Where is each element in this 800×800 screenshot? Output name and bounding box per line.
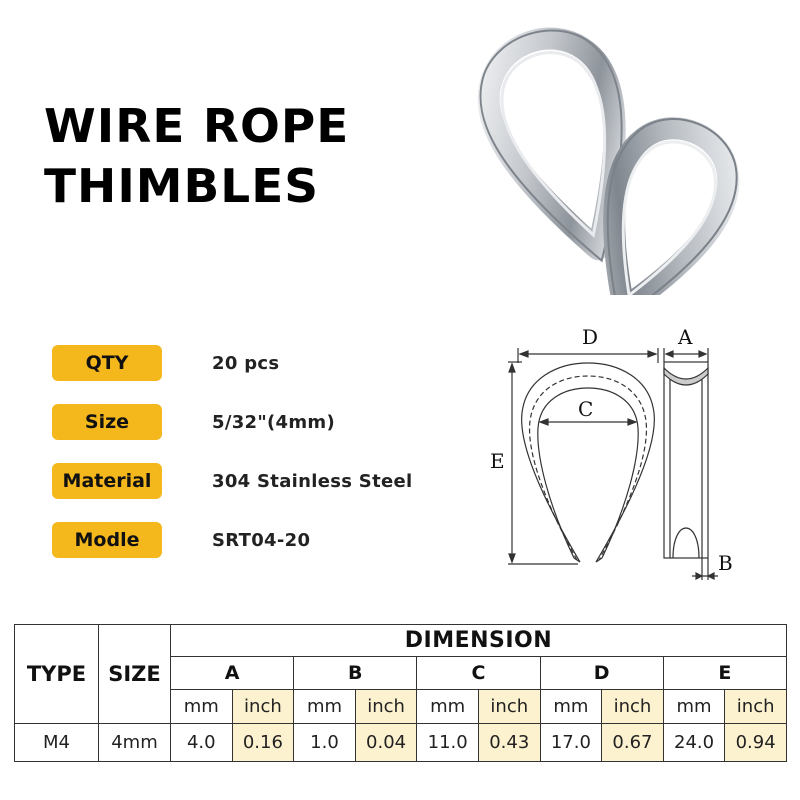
cell-d-mm: 17.0 [540,724,602,762]
unit-inch: inch [602,690,664,724]
dimension-diagram [478,318,748,588]
cell-c-inch: 0.43 [478,724,540,762]
unit-mm: mm [663,690,725,724]
type-header: TYPE [15,625,99,724]
cell-type: M4 [15,724,99,762]
size-header: SIZE [99,625,171,724]
group-header-d: D [540,657,663,690]
thimble-right [563,101,755,295]
unit-mm: mm [171,690,233,724]
cell-c-mm: 11.0 [417,724,479,762]
unit-inch: inch [478,690,540,724]
dim-label-b: B [718,551,733,575]
dimension-table [14,624,787,762]
cell-e-mm: 24.0 [663,724,725,762]
group-header-e: E [663,657,786,690]
thimbles-product-image [440,20,780,295]
group-header-c: C [417,657,540,690]
dimension-header: DIMENSION [171,625,787,657]
cell-size: 4mm [99,724,171,762]
spec-value-model: SRT04-20 [212,529,311,551]
unit-inch: inch [232,690,294,724]
spec-label-qty: QTY [52,345,162,381]
spec-label-material: Material [52,463,162,499]
dim-label-c: C [578,397,594,421]
spec-row-size [52,404,452,440]
group-header-b: B [294,657,417,690]
product-title [44,96,350,216]
cell-e-inch: 0.94 [725,724,787,762]
cell-b-mm: 1.0 [294,724,356,762]
spec-value-material: 304 Stainless Steel [212,470,413,492]
unit-mm: mm [540,690,602,724]
dim-label-e: E [490,449,505,473]
unit-mm: mm [294,690,356,724]
unit-mm: mm [417,690,479,724]
spec-row-qty [52,345,452,381]
table-row [15,724,787,762]
dim-label-d: D [582,325,599,349]
cell-a-mm: 4.0 [171,724,233,762]
cell-b-inch: 0.04 [355,724,417,762]
group-header-a: A [171,657,294,690]
cell-d-inch: 0.67 [602,724,664,762]
spec-row-model [52,522,452,558]
title-line-1: WIRE ROPE [44,99,350,153]
unit-inch: inch [355,690,417,724]
spec-label-size: Size [52,404,162,440]
dim-label-a: A [678,325,693,349]
title-line-2: THIMBLES [44,159,320,213]
spec-row-material [52,463,452,499]
thimble-outline-outer [522,363,655,562]
spec-value-qty: 20 pcs [212,352,280,374]
unit-inch: inch [725,690,787,724]
spec-label-model: Modle [52,522,162,558]
cell-a-inch: 0.16 [232,724,294,762]
spec-value-size: 5/32"(4mm) [212,411,336,433]
